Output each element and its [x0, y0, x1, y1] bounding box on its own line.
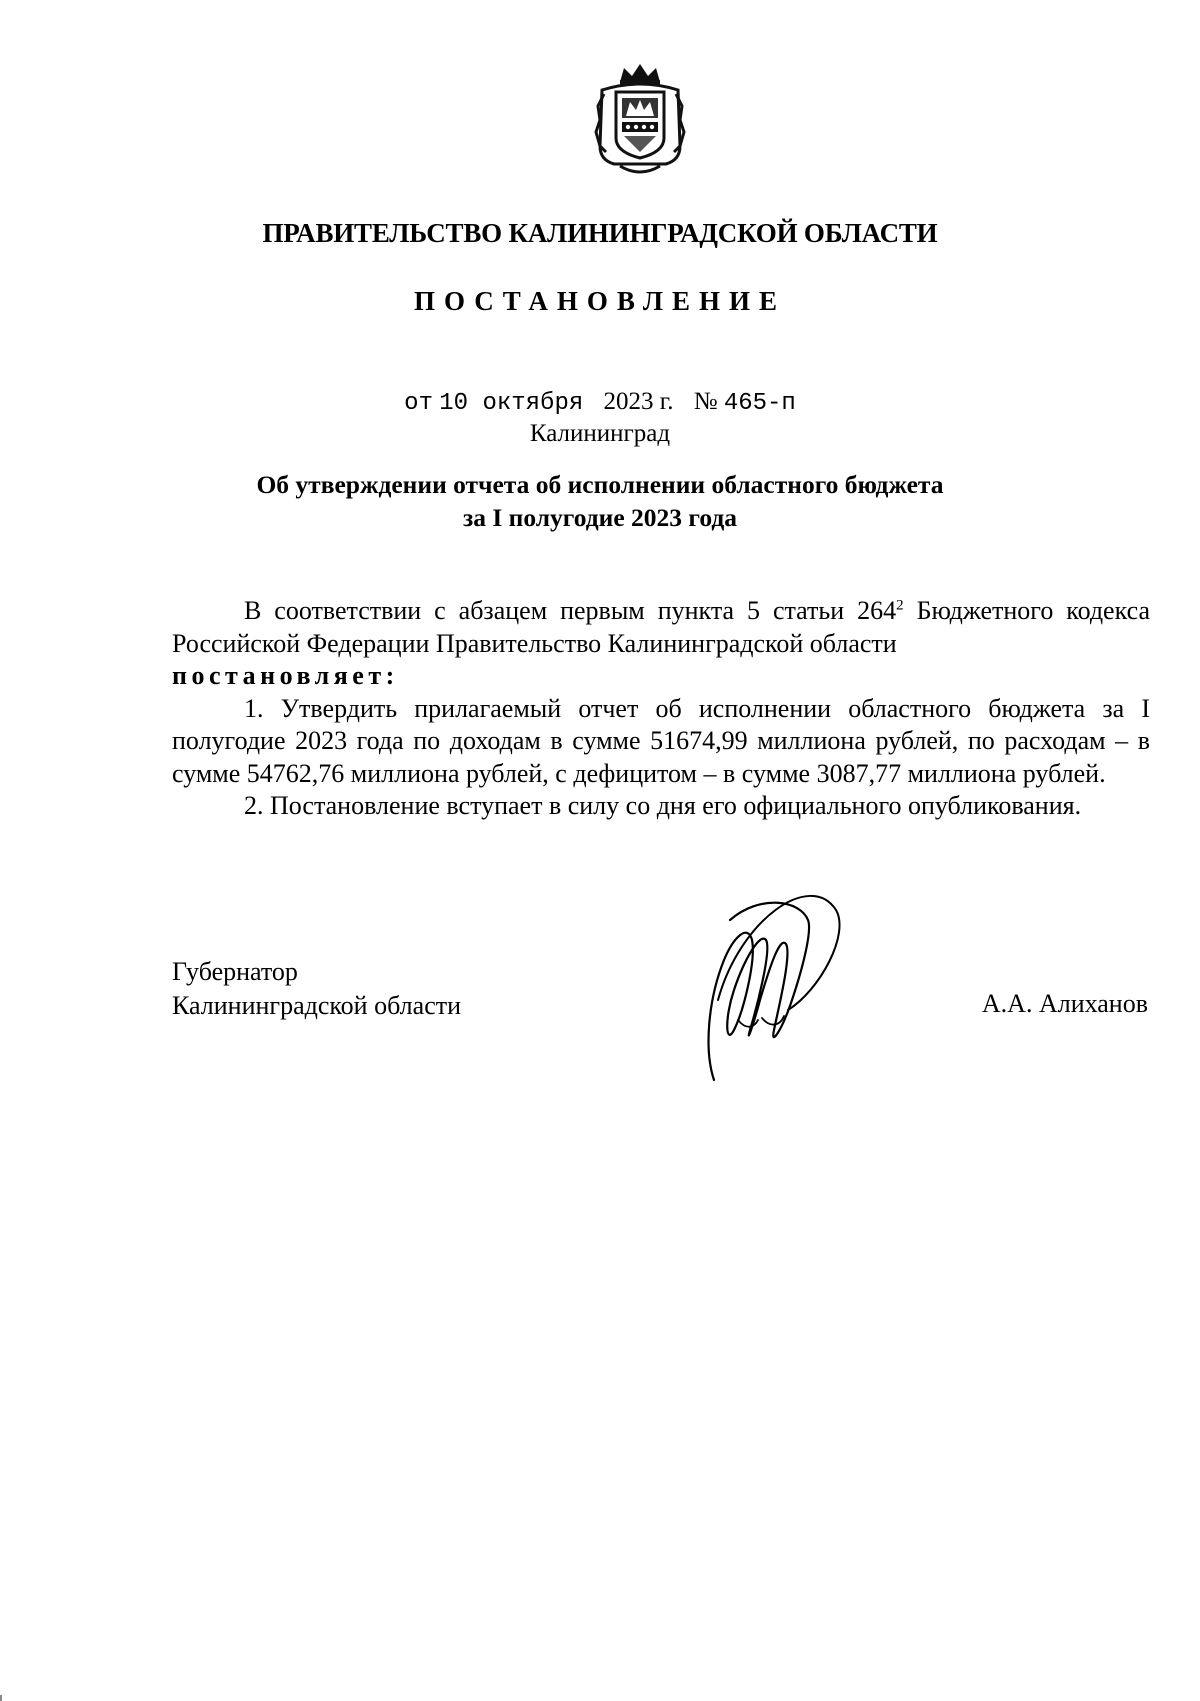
- clause-1: 1. Утвердить прилагаемый отчет об исполнении областного бюджета за I полугодие 2023 года по доходам в сумме 51674,99 миллиона рублей, по расходам – в сумме 54762,76 миллиона рублей, с дефицитом – в сумме 3087,77 миллиона рублей.: [172, 693, 1150, 788]
- date-number-line: [0, 388, 1200, 417]
- date-handwritten: 10 октября: [439, 390, 584, 417]
- preamble-paragraph: [172, 595, 1150, 660]
- signatory-position: [172, 955, 461, 1023]
- document-type-title: ПОСТАНОВЛЕНИЕ: [413, 286, 787, 316]
- date-prefix: от: [404, 390, 433, 417]
- scan-corner-mark: [0, 1695, 2, 1701]
- subject-line-2: за I полугодие 2023 года: [462, 503, 738, 532]
- handwritten-signature: [700, 880, 850, 1095]
- year: 2023 г.: [603, 388, 674, 415]
- organization-title: ПРАВИТЕЛЬСТВО КАЛИНИНГРАДСКОЙ ОБЛАСТИ: [262, 218, 938, 248]
- clause-2: 2. Постановление вступает в силу со дня его официального опубликования.: [244, 791, 1082, 820]
- document-subject: [0, 468, 1200, 534]
- document-number: 465-п: [723, 390, 796, 417]
- article-superscript: 2: [896, 597, 904, 614]
- preamble-text-2: Бюджетного кодекса Российской Федерации Правительство Калининградской области: [172, 596, 1150, 658]
- signatory-name: А.А. Алиханов: [981, 989, 1148, 1018]
- number-prefix: №: [693, 388, 718, 415]
- position-line-2: Калининградской области: [172, 991, 462, 1020]
- coat-of-arms-icon: [590, 60, 690, 180]
- preamble-text: В соответствии с абзацем первым пункта 5 статьи 264: [244, 596, 897, 625]
- document-body: [172, 595, 1150, 823]
- city: Калининград: [529, 420, 671, 447]
- subject-line-1: Об утверждении отчета об исполнении областного бюджета: [256, 470, 944, 499]
- decree-word: постановляет:: [172, 661, 399, 690]
- position-line-1: Губернатор: [172, 957, 298, 986]
- decree-word-paragraph: [172, 660, 1150, 693]
